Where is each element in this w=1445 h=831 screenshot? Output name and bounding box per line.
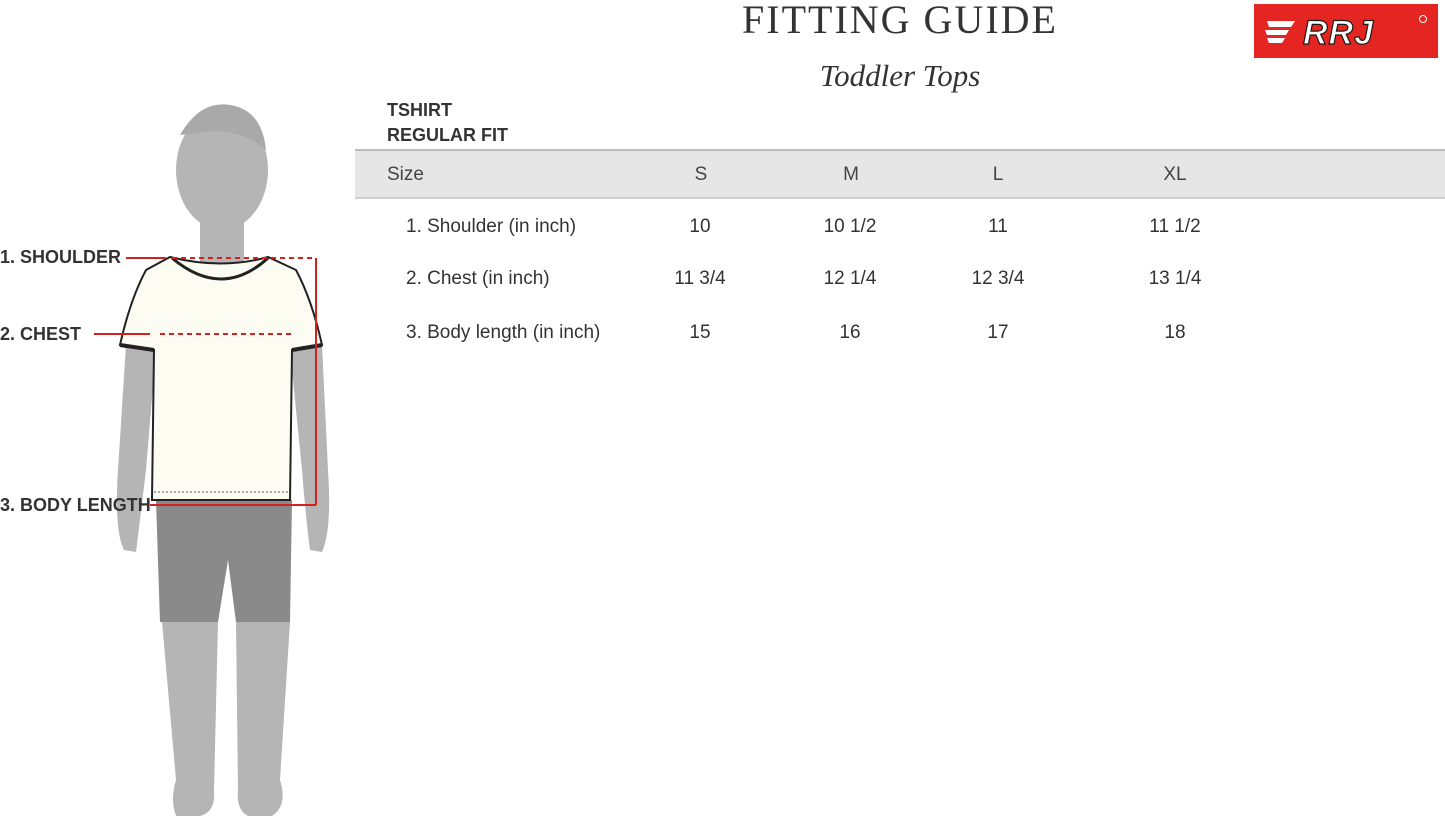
header-s: S	[694, 164, 708, 185]
cell-m: 12 1/4	[823, 268, 877, 289]
header-size: Size	[387, 164, 424, 185]
cell-xl: 11 1/2	[1149, 216, 1201, 237]
cell-s: 15	[689, 322, 711, 343]
table-row-chest	[355, 268, 1445, 298]
table-row-shoulder	[355, 216, 1445, 246]
row-label: 1. Shoulder (in inch)	[406, 216, 577, 237]
row-label: 2. Chest (in inch)	[406, 268, 550, 289]
cell-l: 17	[987, 322, 1009, 343]
table-row-body-length	[355, 322, 1445, 352]
row-label: 3. Body length (in inch)	[406, 322, 601, 343]
page-title: FITTING GUIDE	[742, 0, 1058, 42]
page-subtitle: Toddler Tops	[819, 58, 981, 93]
cell-m: 10 1/2	[823, 216, 877, 237]
cell-l: 12 3/4	[971, 268, 1025, 289]
size-table-header	[355, 149, 1445, 199]
cell-s: 11 3/4	[674, 268, 726, 289]
label-body-length: 3. BODY LENGTH	[0, 495, 151, 515]
measurement-figure	[0, 95, 340, 826]
child-silhouette-icon	[0, 95, 340, 826]
label-shoulder: 1. SHOULDER	[0, 247, 122, 267]
cell-m: 16	[839, 322, 861, 343]
header-xl: XL	[1163, 164, 1187, 185]
cell-s: 10	[689, 216, 711, 237]
brand-logo-icon	[1261, 11, 1431, 51]
header-l: L	[992, 164, 1004, 185]
cell-xl: 13 1/4	[1148, 268, 1202, 289]
brand-logo	[1253, 3, 1439, 59]
header-m: M	[843, 164, 859, 185]
product-fit: REGULAR FIT	[387, 125, 508, 145]
product-type: TSHIRT	[387, 100, 452, 120]
cell-xl: 18	[1164, 322, 1186, 343]
svg-text:RRJ: RRJ	[1303, 14, 1375, 51]
cell-l: 11	[988, 216, 1008, 237]
label-chest: 2. CHEST	[0, 324, 82, 344]
